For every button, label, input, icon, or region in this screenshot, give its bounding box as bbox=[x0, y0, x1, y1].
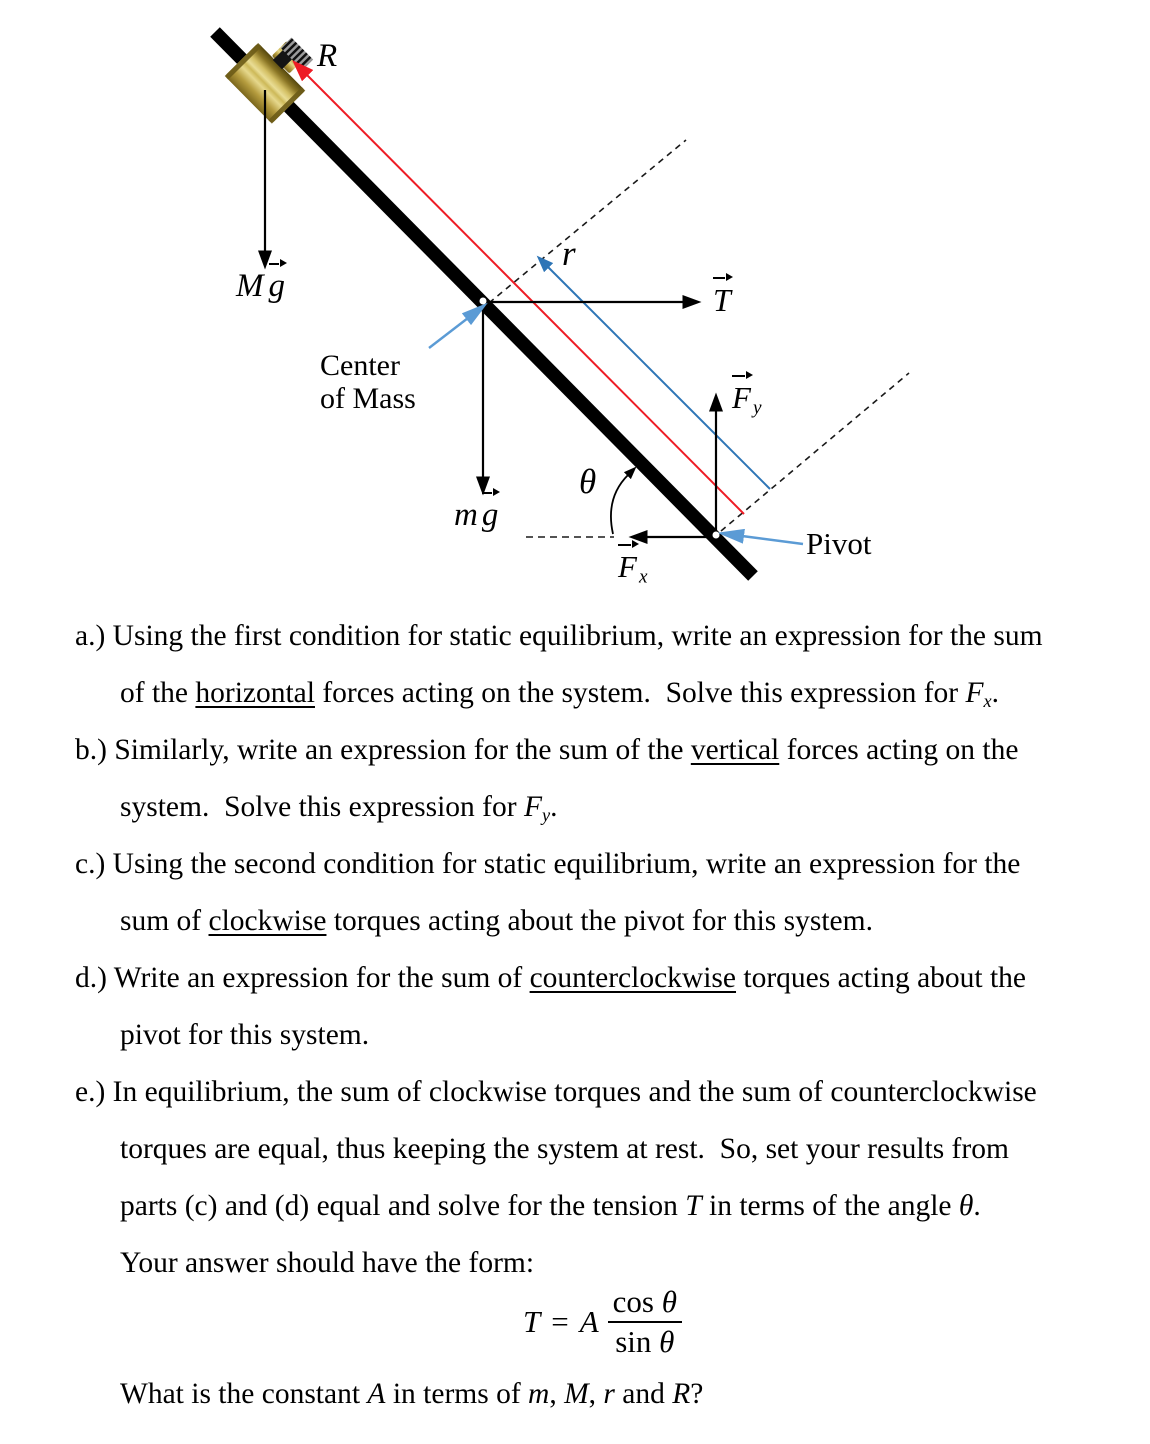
Mg-label: M g bbox=[236, 268, 285, 304]
pivot-label: Pivot bbox=[806, 526, 872, 561]
formula-denominator: sin θ bbox=[608, 1321, 682, 1361]
problem-line: c.) Using the second condition for static equilibrium, write an expression for the bbox=[75, 848, 1021, 880]
formula-coefficient: A bbox=[579, 1304, 599, 1339]
pivot-callout-arrow bbox=[742, 536, 803, 544]
free-body-diagram bbox=[0, 0, 1150, 612]
problem-line: pivot for this system. bbox=[120, 1019, 370, 1051]
problem-line: e.) In equilibrium, the sum of clockwise torques and the sum of counterclockwise bbox=[75, 1076, 1037, 1108]
Fy-label: F $_y$ bbox=[732, 380, 762, 419]
formula-fraction bbox=[608, 1283, 682, 1361]
mg-label: m g bbox=[454, 497, 499, 533]
center-of-mass-callout-arrow bbox=[429, 318, 468, 348]
com-dashed-line bbox=[489, 140, 686, 303]
problem-line: of the horizontal forces acting on the system. Solve this expression for $F_x$. bbox=[120, 677, 1000, 712]
r-label: r bbox=[562, 234, 576, 273]
problem-line: a.) Using the first condition for static equilibrium, write an expression for the sum bbox=[75, 620, 1043, 652]
R-vector bbox=[307, 75, 744, 514]
problem-statement bbox=[75, 608, 1143, 1292]
T-label: T bbox=[713, 282, 731, 318]
r-vector bbox=[548, 267, 770, 489]
problem-line: torques are equal, thus keeping the system at rest. So, set your results from bbox=[120, 1133, 1009, 1165]
pivot-dot bbox=[713, 532, 720, 539]
center-of-mass-dot bbox=[480, 298, 487, 305]
formula-equals: = bbox=[551, 1304, 569, 1339]
formula-lhs: T bbox=[523, 1304, 541, 1339]
closing-question: What is the constant A in terms of m, M, r and R? bbox=[120, 1378, 704, 1410]
problem-line: system. Solve this expression for $F_y$. bbox=[120, 791, 558, 826]
problem-line: d.) Write an expression for the sum of counterclockwise torques acting about the bbox=[75, 962, 1027, 994]
problem-line: b.) Similarly, write an expression for the sum of the vertical forces acting on the bbox=[75, 734, 1019, 766]
Fx-label: F $_x$ bbox=[618, 549, 648, 588]
problem-line: parts (c) and (d) equal and solve for the tension T in terms of the angle θ. bbox=[120, 1190, 981, 1222]
formula bbox=[0, 1283, 1150, 1361]
diagram-canvas bbox=[0, 0, 1150, 612]
problem-line: Your answer should have the form: bbox=[120, 1247, 535, 1279]
center-of-mass-label: Center of Mass bbox=[320, 349, 416, 415]
problem-line: sum of clockwise torques acting about the pivot for this system. bbox=[120, 905, 873, 937]
theta-label: θ bbox=[579, 462, 597, 501]
R-label: R bbox=[317, 38, 338, 74]
theta-arc bbox=[611, 475, 628, 534]
formula-numerator: cos θ bbox=[612, 1284, 677, 1319]
